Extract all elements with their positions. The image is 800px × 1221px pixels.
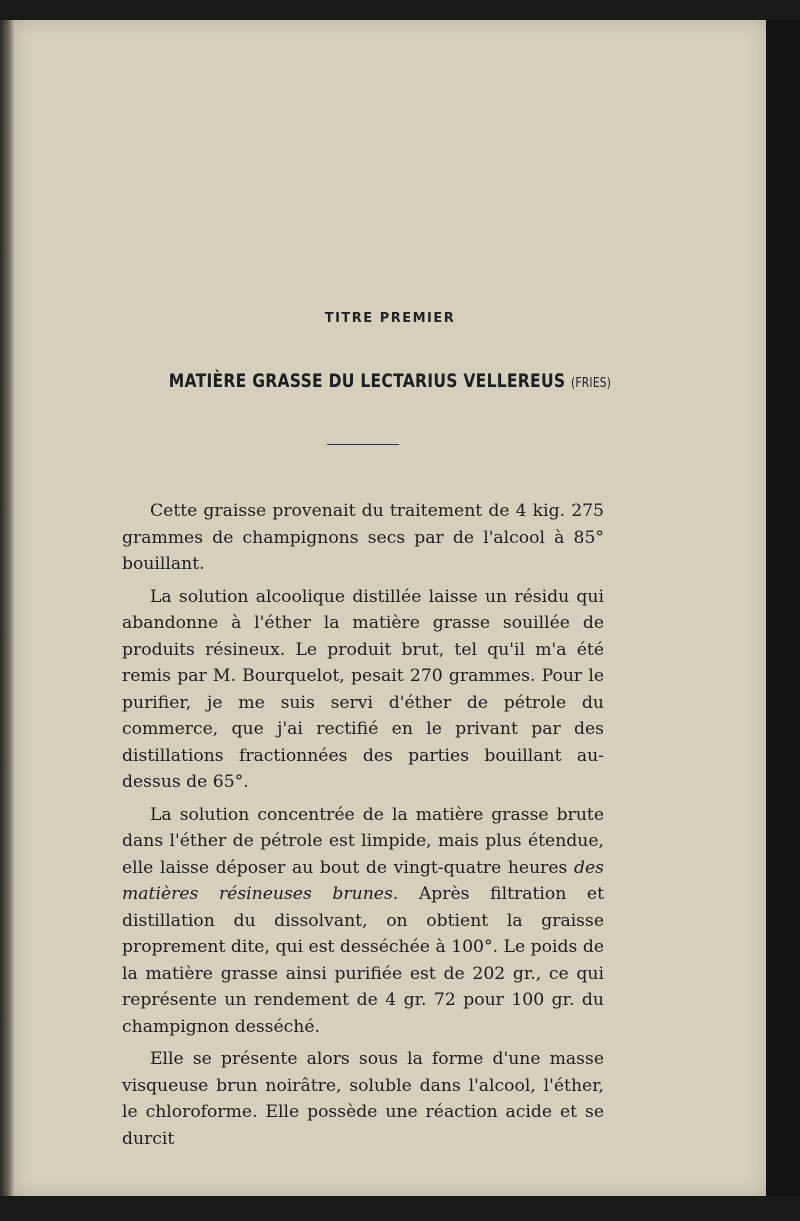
heading-author: (FRIES) bbox=[570, 376, 612, 391]
section-label: TITRE PREMIER bbox=[324, 311, 456, 326]
heading-main: MATIÈRE GRASSE DU LECTARIUS VELLEREUS bbox=[168, 370, 566, 392]
book-spine bbox=[0, 20, 14, 1196]
separator-rule bbox=[327, 444, 399, 445]
chapter-heading bbox=[82, 370, 699, 392]
paragraph-1: Cette graisse provenait du traitement de 4 kig. 275 grammes de champignons secs par de l'alcool à 85° bouillant. bbox=[122, 501, 604, 574]
scan-border bbox=[766, 20, 800, 1196]
paragraph-2: La solution alcoolique distillée laisse un résidu qui abandonne à l'éther la matière grasse souillée de produits résineux. Le produit brut, tel qu'il m'a été remis par M. Bourquelot, pesait 270 grammes. Pour le purifier, je me suis servi d'éther de pétrole du commerce, que j'ai rectifié en le privant par des distillations fractionnées des parties bouillant au-dessus de 65°. bbox=[122, 586, 604, 792]
paragraph-3-italic: des matières résineuses brunes bbox=[122, 857, 604, 904]
paragraph-4: Elle se présente alors sous la forme d'une masse visqueuse brun noirâtre, soluble dans l'alcool, l'éther, le chloroforme. Elle possède une réaction acide et se durcit bbox=[122, 1049, 604, 1149]
document-page bbox=[14, 20, 766, 1196]
paragraph-3-start: La solution concentrée de la matière grasse brute dans l'éther de pétrole est limpide, mais plus étendue, elle laisse déposer au bout de vingt-quatre heures bbox=[122, 804, 604, 878]
paragraph-3-end: . Après filtration et distillation du dissolvant, on obtient la graisse proprement dite, qui est desséchée à 100°. Le poids de la matière grasse ainsi purifiée est de 202 gr., ce qui représente un rendement de 4 gr. 72 pour 100 gr. du champignon desséché. bbox=[122, 884, 604, 1037]
paragraph-3 bbox=[122, 802, 604, 1041]
body-text bbox=[122, 498, 604, 1158]
